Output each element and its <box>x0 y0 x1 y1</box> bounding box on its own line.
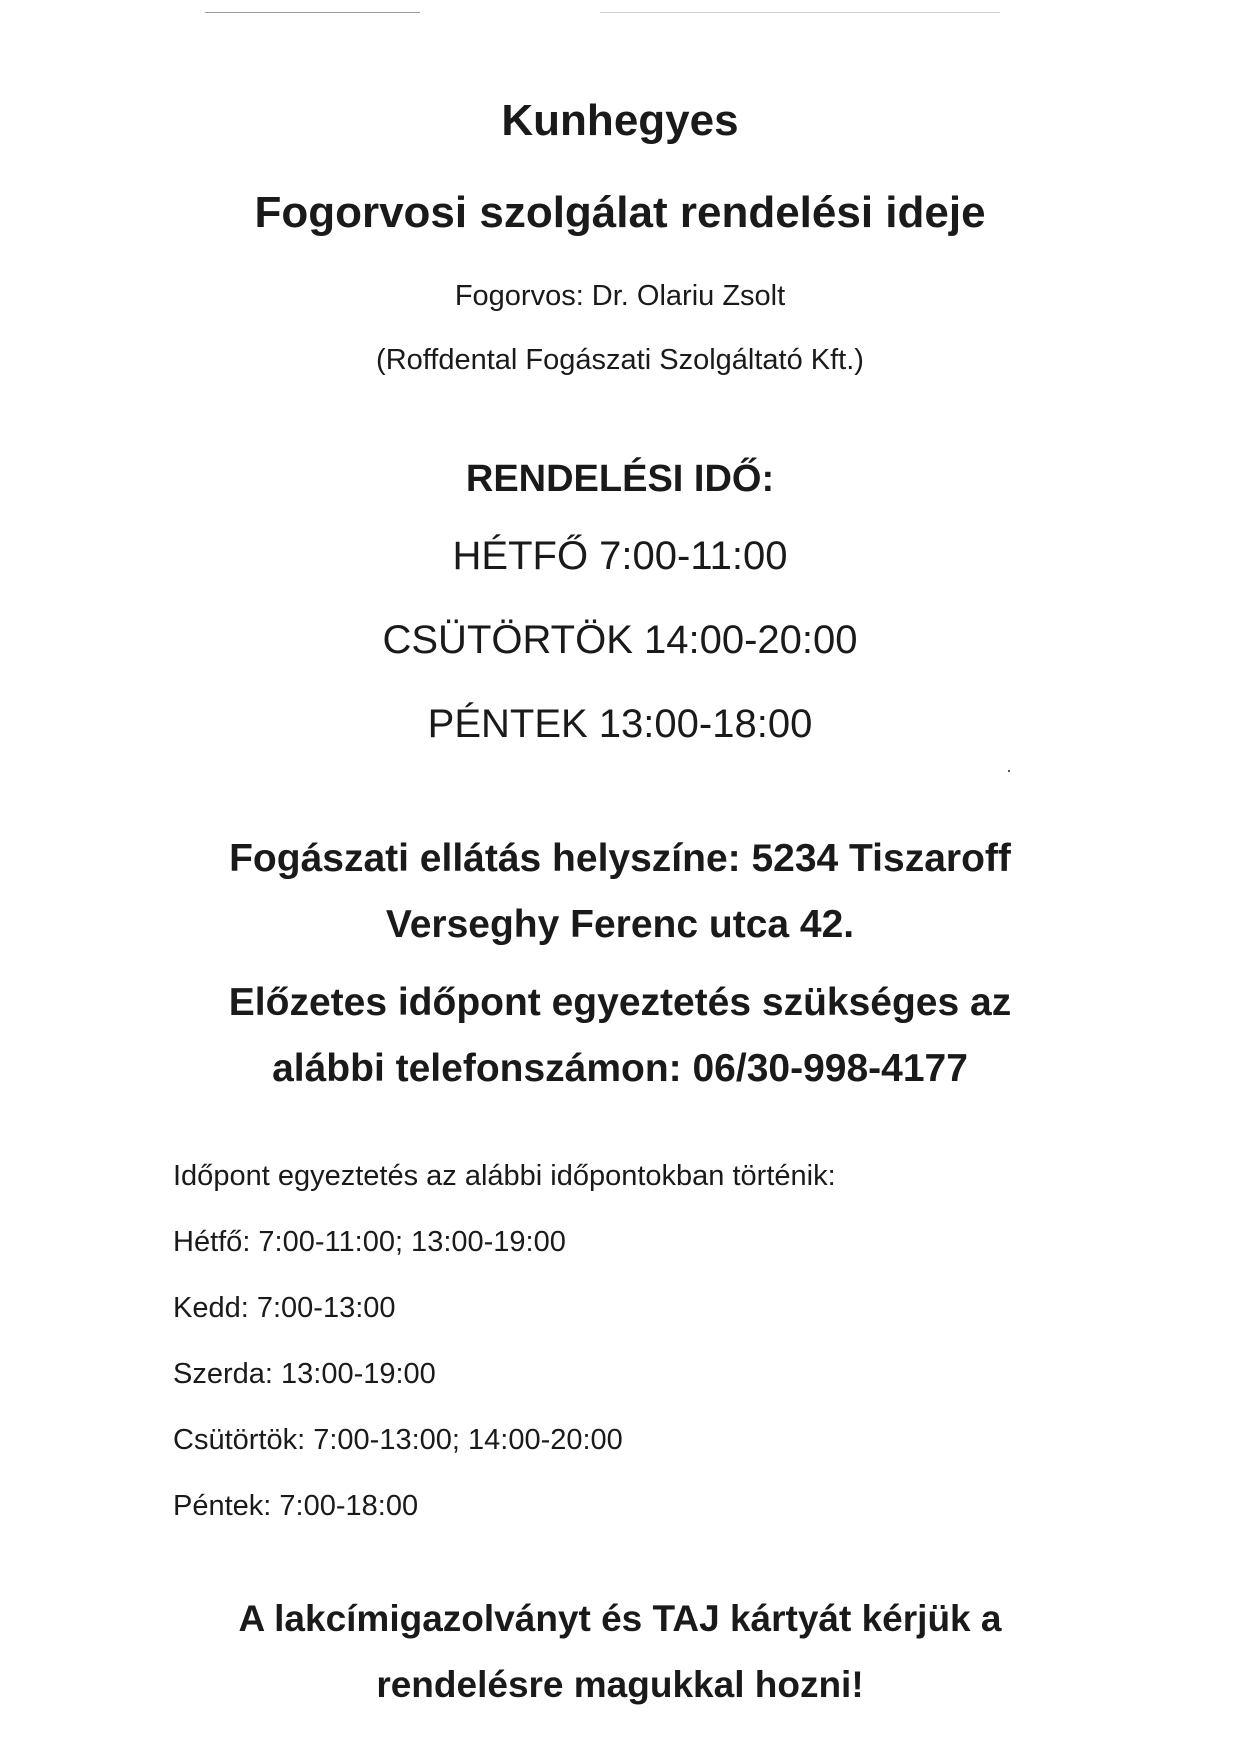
office-hours-heading: RENDELÉSI IDŐ: <box>465 458 775 500</box>
office-hours-thursday: CSÜTÖRTÖK 14:00-20:00 <box>382 618 858 662</box>
booking-schedule-monday: Hétfő: 7:00-11:00; 13:00-19:00 <box>173 1226 566 1258</box>
town-title: Kunhegyes <box>501 96 739 145</box>
company-name: (Roffdental Fogászati Szolgáltató Kft.) <box>376 344 864 376</box>
booking-schedule-intro: Időpont egyeztetés az alábbi időpontokban történik: <box>173 1160 836 1192</box>
location-line-1: Fogászati ellátás helyszíne: 5234 Tiszaroff <box>229 837 1011 880</box>
footer-notice-line-1: A lakcímigazolványt és TAJ kártyát kérjük a <box>238 1598 1002 1639</box>
booking-schedule-friday: Péntek: 7:00-18:00 <box>173 1490 419 1522</box>
office-hours-monday: HÉTFŐ 7:00-11:00 <box>452 534 788 578</box>
scan-artifact-line <box>205 12 420 13</box>
booking-schedule-tuesday: Kedd: 7:00-13:00 <box>173 1292 396 1324</box>
booking-schedule-wednesday: Szerda: 13:00-19:00 <box>173 1358 436 1390</box>
scan-artifact-line <box>600 12 1000 13</box>
office-hours-friday: PÉNTEK 13:00-18:00 <box>427 702 813 746</box>
booking-schedule-thursday: Csütörtök: 7:00-13:00; 14:00-20:00 <box>173 1424 623 1456</box>
scan-speck <box>1008 770 1010 772</box>
footer-notice-line-2: rendelésre magukkal hozni! <box>376 1664 864 1705</box>
appointment-phone-line: alábbi telefonszámon: 06/30-998-4177 <box>272 1047 968 1090</box>
dentist-name: Fogorvos: Dr. Olariu Zsolt <box>454 280 786 312</box>
location-line-2: Verseghy Ferenc utca 42. <box>385 903 855 946</box>
page-title: Fogorvosi szolgálat rendelési ideje <box>254 188 986 237</box>
appointment-line-1: Előzetes időpont egyeztetés szükséges az <box>228 981 1012 1024</box>
